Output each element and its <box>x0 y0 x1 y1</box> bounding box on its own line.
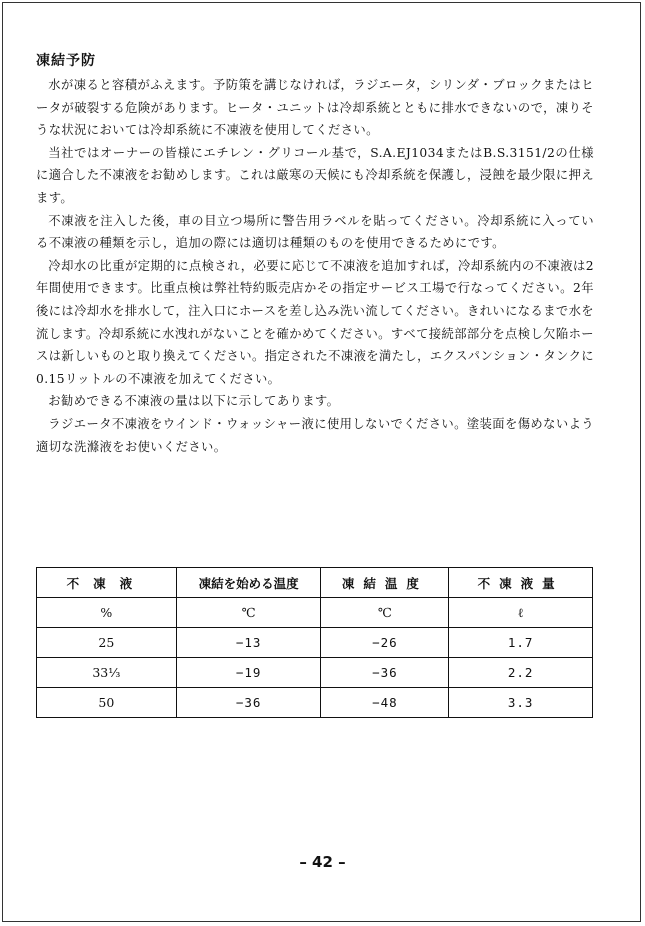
table-row <box>37 628 593 658</box>
table-cell: −13 <box>176 628 321 658</box>
table-cell: 33⅓ <box>37 658 177 688</box>
table-cell: 3.3 <box>449 688 593 718</box>
table-cell: −36 <box>176 688 321 718</box>
section-heading: 凍結予防 <box>36 53 96 69</box>
header-antifreeze: 不凍液 <box>37 568 177 598</box>
table-cell: 2.2 <box>449 658 593 688</box>
unit-liter: ℓ <box>449 598 593 628</box>
header-freeze-temp: 凍結温度 <box>321 568 449 598</box>
table-header-row <box>37 568 593 598</box>
table-cell: −19 <box>176 658 321 688</box>
table-cell: 25 <box>37 628 177 658</box>
table-row <box>37 658 593 688</box>
table-cell: −48 <box>321 688 449 718</box>
page-number: – 42 – <box>299 853 346 871</box>
paragraph-2: 当社ではオーナーの皆様にエチレン・グリコール基で，S.A.EJ1034またはB.S.3151/2の仕様に適合した不凍液をお勧めします。これは厳寒の天候にも冷却系統を保護し，浸蝕を最少限に押えます。 <box>36 145 594 205</box>
header-antifreeze-amount: 不凍液量 <box>449 568 593 598</box>
table-cell: −26 <box>321 628 449 658</box>
unit-celsius: ℃ <box>176 598 321 628</box>
table-cell: 50 <box>37 688 177 718</box>
unit-percent: % <box>37 598 177 628</box>
table-cell: −36 <box>321 658 449 688</box>
table-cell: 1.7 <box>449 628 593 658</box>
antifreeze-table <box>36 567 593 718</box>
paragraph-4: 冷却水の比重が定期的に点検され，必要に応じて不凍液を追加すれば，冷却系統内の不凍液は2年間使用できます。比重点検は弊社特約販売店かその指定サービス工場で行なってください。2年後には冷却水を排水して，注入口にホースを差し込み洗い流してください。きれいになるまで水を流します。冷却系統に水洩れがないことを確かめてください。すべて接続部部分を点検し欠陥ホースは新しいものと取り換えてください。指定された不凍液を満たし，エクスパンション・タンクに0.15リットルの不凍液を加えてください。 <box>36 258 594 386</box>
paragraph-1: 水が凍ると容積がふえます。予防策を講じなければ，ラジエータ，シリンダ・ブロックまたはヒータが破裂する危険があります。ヒータ・ユニットは冷却系統とともに排水できないので，凍りそうな状況においては冷却系統に不凍液を使用してください。 <box>36 78 594 138</box>
document-body <box>36 50 594 458</box>
paragraph-3: 不凍液を注入した後，車の目立つ場所に警告用ラベルを貼ってください。冷却系統に入っている不凍液の種類を示し，追加の際には適切は種類のものを使用できるためにです。 <box>36 213 594 251</box>
unit-celsius: ℃ <box>321 598 449 628</box>
paragraph-6: ラジエータ不凍液をウインド・ウォッシャー液に使用しないでください。塗装面を傷めないよう適切な洗滌液をお使いください。 <box>36 416 594 454</box>
paragraph-5: お勧めできる不凍液の量は以下に示してあります。 <box>48 394 340 409</box>
table-row <box>37 688 593 718</box>
header-freeze-start-temp: 凍結を始める温度 <box>176 568 321 598</box>
table-units-row <box>37 598 593 628</box>
